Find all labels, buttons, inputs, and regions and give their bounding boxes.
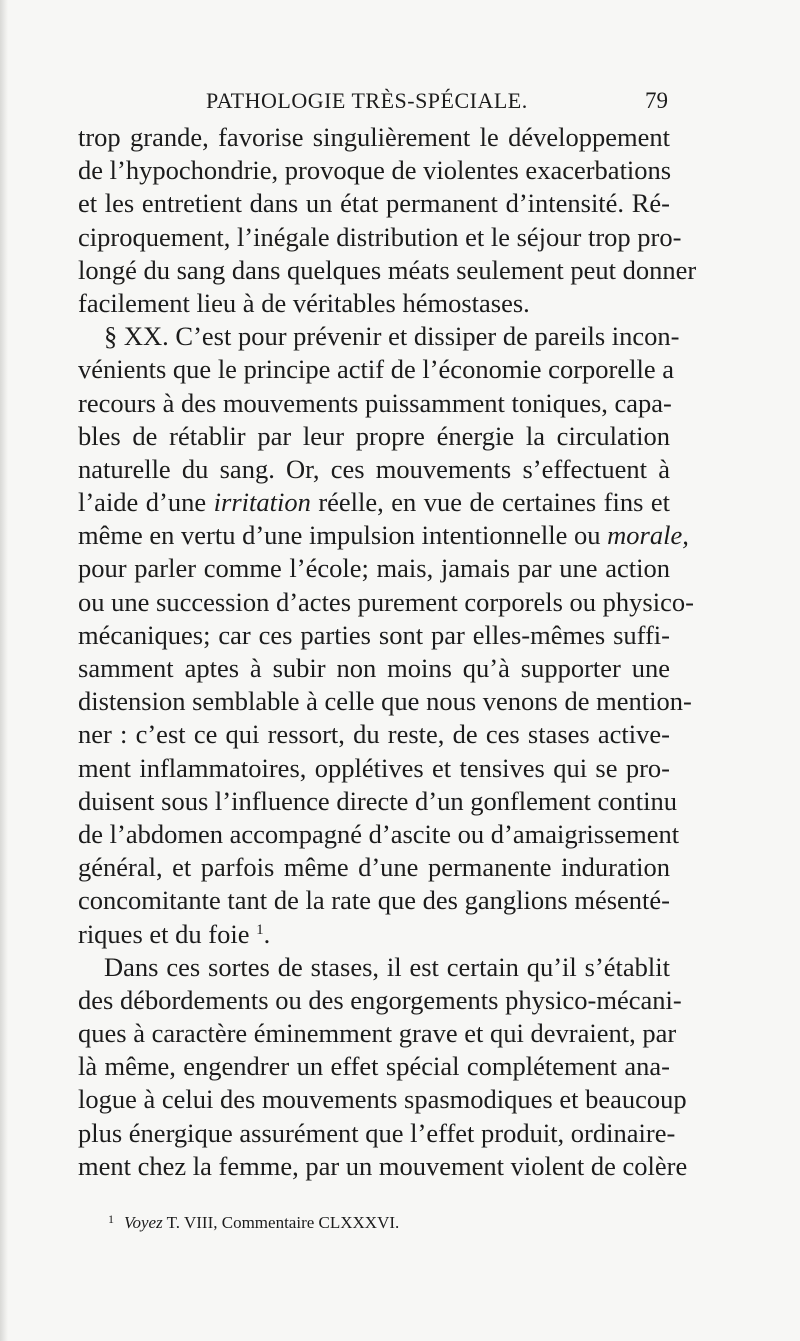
text-line: [78, 519, 689, 552]
text-line: de l’abdomen accompagné d’ascite ou d’amaigrissement: [78, 818, 680, 849]
italic-term: irritation: [213, 487, 311, 518]
text-line: longé du sang dans quelques méats seulement peut donner: [78, 254, 697, 285]
running-title: PATHOLOGIE TRÈS-SPÉCIALE.: [206, 88, 528, 113]
text-line: [78, 486, 670, 519]
text-line: ciproquement, l’inégale distribution et le séjour trop pro-: [78, 221, 682, 252]
text-line: naturelle du sang. Or, ces mouvements s’effectuent à: [78, 453, 670, 484]
footnote-text: T. VIII, Commentaire CLXXXVI.: [166, 1213, 400, 1232]
text-line: mécaniques; car ces parties sont par elles-mêmes suffi-: [78, 619, 670, 650]
text-fragment: l’aide d’une: [78, 487, 207, 518]
text-line: duisent sous l’influence directe d’un gonflement continu: [78, 785, 678, 816]
text-line: bles de rétablir par leur propre énergie la circulation: [78, 420, 670, 451]
text-line: trop grande, favorise singulièrement le développement: [78, 122, 670, 152]
paragraph-start-line: Dans ces sortes de stases, il est certain qu’il s’établit: [104, 951, 670, 982]
text-line: ou une succession d’actes purement corporels ou physico-: [78, 586, 694, 617]
text-line: général, et parfois même d’une permanente induration: [78, 852, 670, 883]
text-fragment: .: [263, 918, 271, 949]
italic-term: morale,: [607, 520, 689, 551]
footnote: [108, 1212, 668, 1233]
text-line: ment inflammatoires, opplétives et tensives qui se pro-: [78, 752, 670, 783]
text-line: là même, engendrer un effet spécial complétement ana-: [78, 1051, 670, 1082]
footnote-mark: 1: [108, 1212, 114, 1226]
text-fragment: riques et du foie: [78, 918, 250, 949]
text-fragment: même en vertu d’une impulsion intentionnelle ou: [78, 520, 601, 551]
text-line: facilement lieu à de véritables hémostases.: [78, 287, 530, 318]
text-line: vénients que le principe actif de l’économie corporelle a: [78, 354, 674, 385]
page-edge-shadow: [0, 0, 8, 1341]
footnote-reference: 1: [256, 921, 264, 938]
body-text: [78, 121, 697, 1183]
text-line: ner : c’est ce qui ressort, du reste, de ces stases active-: [78, 719, 670, 750]
text-line: distension semblable à celle que nous venons de mention-: [78, 686, 692, 717]
text-line: [78, 918, 670, 951]
text-line: de l’hypochondrie, provoque de violentes exacerbations: [78, 155, 672, 186]
text-line: pour parler comme l’école; mais, jamais par une action: [78, 553, 670, 584]
text-fragment: réelle, en vue de certaines fins et: [318, 487, 670, 518]
text-line: des débordements ou des engorgements physico-mécani-: [78, 984, 682, 1015]
text-line: ment chez la femme, par un mouvement violent de colère: [78, 1150, 688, 1181]
footnote-voyez: Voyez: [124, 1213, 163, 1232]
text-line: et les entretient dans un état permanent d’intensité. Ré-: [78, 188, 670, 219]
text-line: logue à celui des mouvements spasmodiques et beaucoup: [78, 1084, 687, 1115]
running-header: [78, 88, 668, 122]
text-line: recours à des mouvements puissamment toniques, capa-: [78, 387, 672, 418]
text-line: ques à caractère éminemment grave et qui devraient, par: [78, 1018, 677, 1049]
text-line: plus énergique assurément que l’effet produit, ordinaire-: [78, 1117, 676, 1148]
section-heading-line: § XX. C’est pour prévenir et dissiper de pareils incon-: [104, 321, 680, 352]
text-line: concomitante tant de la rate que des ganglions mésenté-: [78, 885, 670, 916]
page-number: 79: [645, 88, 668, 113]
text-line: samment aptes à subir non moins qu’à supporter une: [78, 653, 670, 683]
